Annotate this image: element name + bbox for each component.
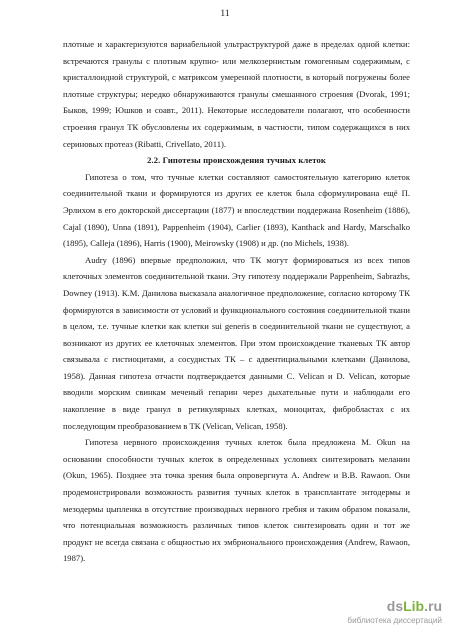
dslib-watermark <box>322 598 442 630</box>
section-heading: 2.2. Гипотезы происхождения тучных клеток <box>147 155 326 166</box>
logo-part-dot: . <box>424 598 428 614</box>
paragraph-continuation: плотные и характеризуются вариабельной ультраструктурой даже в пределах одной клетки: встречаются гранулы с плотным крупно- или мелкозернистым гомогенным содержимым, с кристаллоидной структурой, с матриксом умеренной плотности, в который погружены более плотные структуры; нередко обнаруживаются гранулы смешанного строения (Dvorak, 1991; Быков, 1999; Юшков и соавт., 2011). Некоторые исследователи полагают, что особенности строения гранул ТК обусловлены их содержимым, в частности, типом содержащихся в них сериновых протеаз (Ribatti, Crivellato, 2011). <box>63 39 410 149</box>
logo-part-ds: ds <box>386 598 404 614</box>
dslib-logo <box>387 598 442 614</box>
logo-part-ru: ru <box>428 598 442 614</box>
document-body <box>63 36 410 567</box>
page-number: 11 <box>220 9 230 19</box>
paragraph-audry-hypothesis: Audry (1896) впервые предположил, что ТК могут формироваться из всех типов клеточных элементов соединительной ткани. Эту гипотезу поддержали Pappenheim, Sabrazbs, Downey (1913). К.М. Данилова высказала аналогичное предположение, согласно которому ТК формируются в зависимости от условий и функционального состояния соединительной ткани в целом, т.е. тучные клетки как клетки sui generis в соединительной ткани не существуют, а возникают из других ее клеточных элементов. При этом происхождение тканевых ТК автор связывала с гистиоцитами, а сосудистых ТК – с адвентициальными клетками (Данилова, 1958). Данная гипотеза отчасти подтверждается данными С. Velican и D. Velican, которые вводили морским свинкам меченый гепарин через дыхательные пути и наблюдали его накопление в виде гранул в ретикулярных клетках, моноцитах, фибробластах с их последующим преобразованием в ТК (Velican, Velican, 1958). <box>63 254 410 431</box>
paragraph-neural-hypothesis: Гипотеза нервного происхождения тучных клеток была предложена М. Okun на основании способности тучных клеток в определенных условиях синтезировать меланин (Okun, 1965). Позднее эта точка зрения была опровергнута A. Andrew и B.B. Rawaon. Они продемонстрировали возможность развития тучных клеток в трансплантате энтодермы и мезодермы цыпленка в отсутствие производных нервного гребня и таким образом показали, что потенциальная возможность различных типов клеток синтезировать один и тот же продукт не всегда связана с общностью их эмбрионального происхождения (Andrew, Rawaon, 1987). <box>63 437 410 564</box>
logo-part-lib: Lib <box>403 598 425 614</box>
paragraph-ehrlich-hypothesis: Гипотеза о том, что тучные клетки составляют самостоятельную категорию клеток соединительной ткани и формируются из других ее клеток была сформулирована ещё П. Эрлихом в его докторской диссертации (1877) и впоследствии поддержана Rosenheim (1886), Cajal (1890), Unna (1891), Pappenheim (1904), Carlier (1893), Kanthack and Hardy, Marschalko (1895), Calleja (1896), Harris (1900), Meirowsky (1908) и др. (по Michels, 1938). <box>63 171 410 249</box>
logo-subtitle: библиотека диссертаций <box>347 616 442 625</box>
